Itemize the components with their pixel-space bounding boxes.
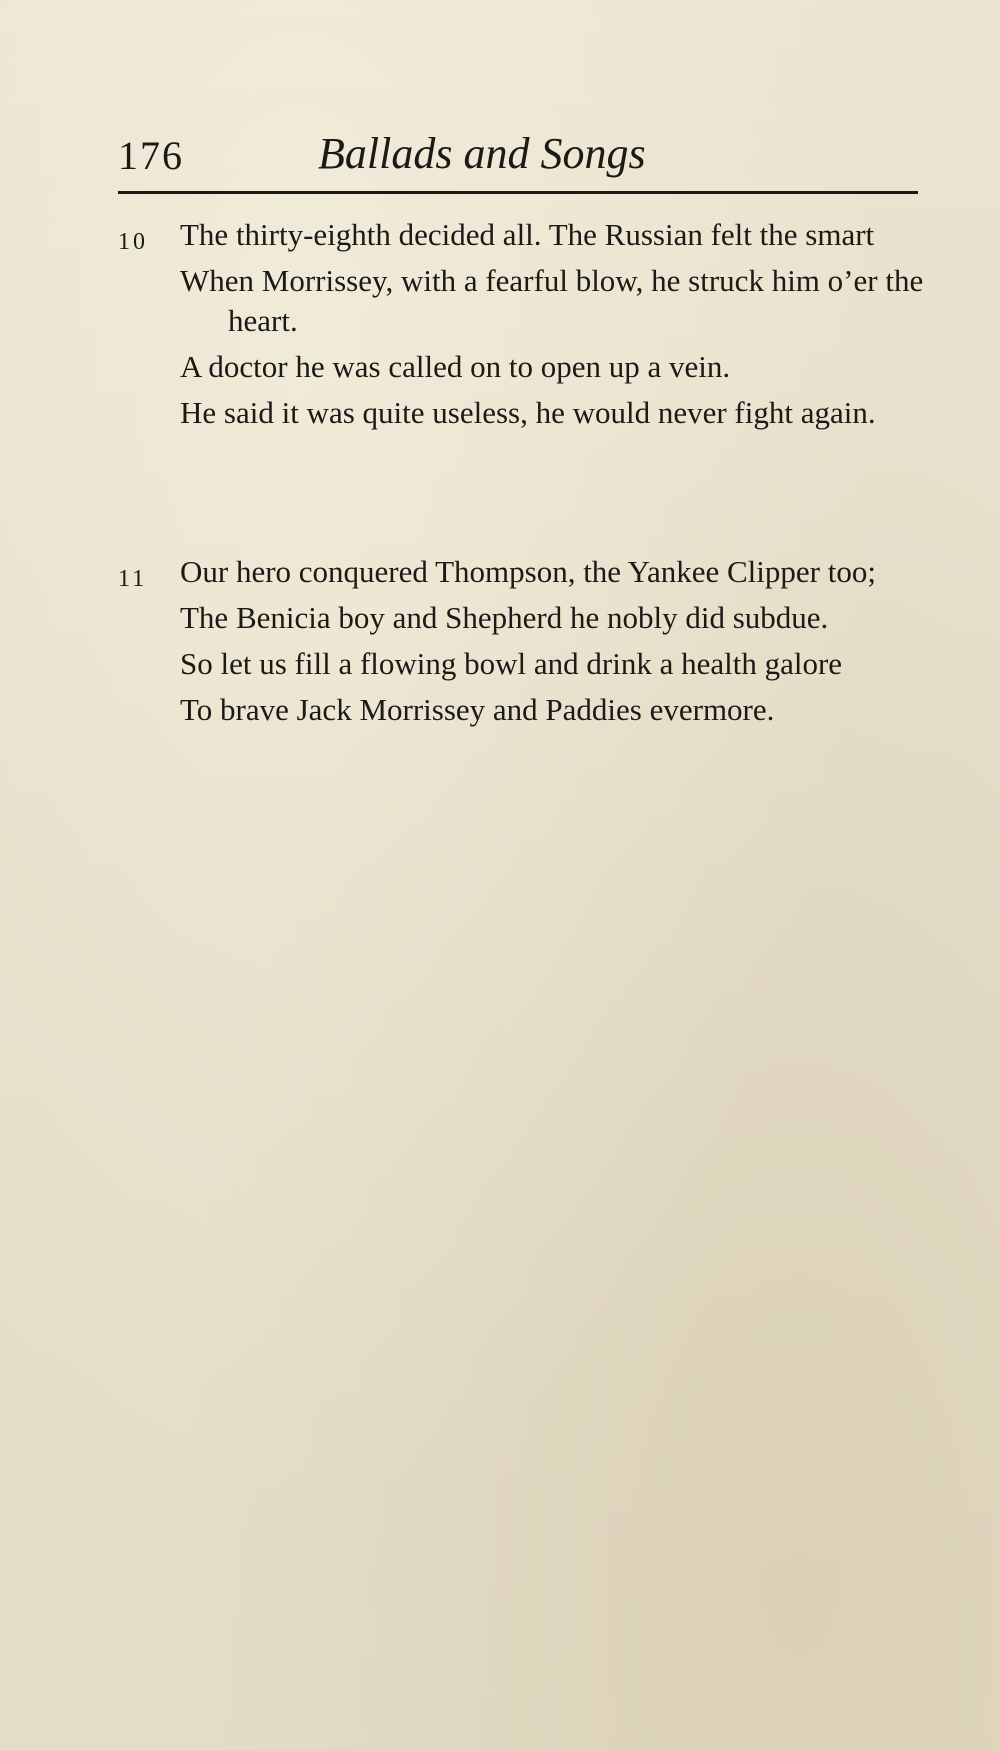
page-number: 176 bbox=[118, 133, 184, 178]
header-rule bbox=[118, 191, 918, 194]
running-head bbox=[118, 128, 918, 188]
stanza-number: 11 bbox=[118, 566, 148, 592]
verse-line: To brave Jack Morrissey and Paddies evermore. bbox=[180, 692, 775, 727]
verse-line: A doctor he was called on to open up a vein. bbox=[180, 349, 731, 384]
book-title: Ballads and Songs bbox=[318, 129, 646, 178]
stanza-lines bbox=[180, 215, 930, 439]
verse-line: He said it was quite useless, he would never fight again. bbox=[180, 395, 876, 430]
stanza-lines bbox=[180, 552, 930, 736]
verse-line: When Morrissey, with a fearful blow, he struck him o’er the heart. bbox=[180, 263, 924, 338]
verse-line: The Benicia boy and Shepherd he nobly did subdue. bbox=[180, 600, 829, 635]
stanza-number: 10 bbox=[118, 229, 148, 255]
verse-line: So let us fill a flowing bowl and drink a health galore bbox=[180, 646, 843, 681]
verse-line: The thirty-eighth decided all. The Russian felt the smart bbox=[180, 217, 875, 252]
verse-line: Our hero conquered Thompson, the Yankee Clipper too; bbox=[180, 554, 876, 589]
